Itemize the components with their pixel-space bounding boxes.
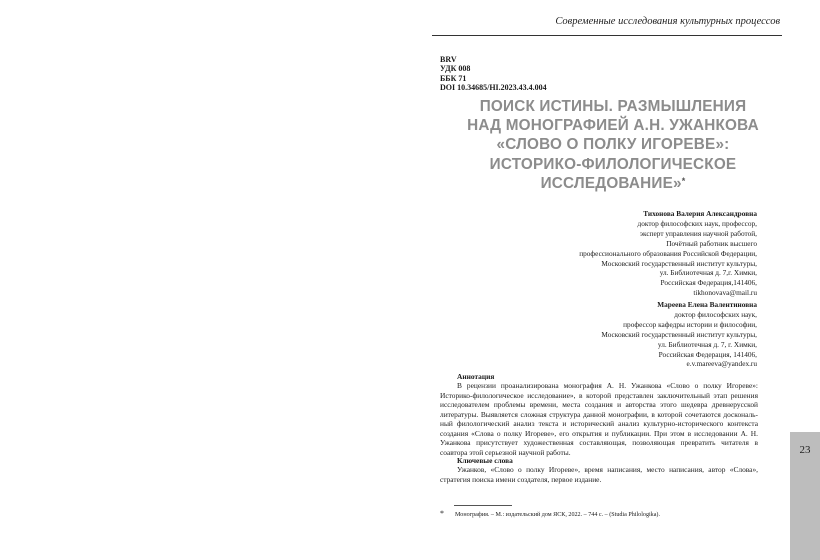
article-metadata bbox=[440, 55, 547, 93]
author-affiliation-line: Российская Федерация,141406, bbox=[660, 278, 757, 288]
keywords-text: Ужанков, «Слово о полку Игореве», время написания, место написания, автор «Слова», стратегия поиска имени создателя, первое издание. bbox=[440, 465, 758, 484]
abstract-heading: Аннотация bbox=[457, 372, 495, 381]
author-block bbox=[417, 300, 757, 369]
author-affiliation-line: Московский государственный институт культуры, bbox=[601, 258, 757, 268]
author-affiliation-line: профессор кафедры истории и философии, bbox=[623, 319, 757, 329]
title-line-last bbox=[440, 174, 786, 193]
article-title bbox=[440, 97, 786, 193]
author-affiliation-line: Российская Федерация, 141406, bbox=[658, 349, 757, 359]
author-affiliation-line: профессионального образования Российской Федерации, bbox=[579, 248, 757, 258]
header-divider bbox=[432, 35, 782, 36]
abstract-text: В рецензии проанализирована монография А. Н. Ужанкова «Слово о полку Игореве»: Историко-филологическое исследование», в которой представлен заключительный этап решения исследователем проблемы времени, места создания и авторства этого шедевра древнерусской литературы. Выявляется сложная структура данной монографии, в которой сочетаются доскональный филологический анализ текста и исторический анализ культурно-исторического контекста создания «Слова о полку Игореве», его открытия и публикации. При этом в исследовании А. Н. Ужанкова присутствует художественная составляющая, позволяющая превратить читателя в соавтора этой серьезной научной работы. bbox=[440, 381, 758, 457]
author-affiliation-line: ул. Библиотечная д. 7,г. Химки, bbox=[659, 268, 757, 278]
bbk-code: ББК 71 bbox=[440, 73, 467, 83]
keywords-heading: Ключевые слова bbox=[457, 456, 513, 465]
author-affiliation-line: доктор философских наук, bbox=[674, 309, 757, 319]
author-block bbox=[417, 209, 757, 298]
title-line: «СЛОВО О ПОЛКУ ИГОРЕВЕ»: bbox=[496, 136, 730, 154]
journal-running-header: Современные исследования культурных процессов bbox=[555, 16, 780, 27]
author-affiliation-line: ул. Библиотечная д. 7, г. Химки, bbox=[657, 339, 757, 349]
author-email: e.v.mareeva@yandex.ru bbox=[686, 359, 757, 369]
footnote-divider bbox=[454, 505, 512, 506]
author-affiliation-line: доктор философских наук, профессор, bbox=[637, 218, 757, 228]
author-name: Мареева Елена Валентиновна bbox=[657, 300, 757, 309]
page-number: 23 bbox=[799, 444, 811, 456]
title-footnote-mark: * bbox=[681, 175, 686, 186]
doi-code: DOI 10.34685/HI.2023.43.4.004 bbox=[440, 83, 547, 93]
author-name: Тихонова Валерия Александровна bbox=[643, 209, 757, 218]
author-affiliation-line: эксперт управления научной работой, bbox=[639, 228, 757, 238]
author-affiliation-line: Почётный работник высшего bbox=[666, 238, 757, 248]
author-affiliation-line: Московский государственный институт культуры, bbox=[601, 329, 757, 339]
footnote-text: Монография. – М.: издательский дом ЯСК, 2022. – 744 с. – (Studia Philologika). bbox=[455, 512, 660, 518]
brv-code: BRV bbox=[440, 55, 457, 64]
title-line: ИСТОРИКО-ФИЛОЛОГИЧЕСКОЕ bbox=[489, 155, 737, 173]
title-line: ПОИСК ИСТИНЫ. РАЗМЫШЛЕНИЯ bbox=[479, 98, 747, 115]
footnote-mark: * bbox=[440, 509, 444, 518]
title-line: ИССЛЕДОВАНИЕ» bbox=[540, 174, 682, 192]
author-email: tikhonovava@mail.ru bbox=[693, 288, 757, 298]
udk-code: УДК 008 bbox=[440, 64, 471, 74]
title-line: НАД МОНОГРАФИЕЙ А.Н. УЖАНКОВА bbox=[467, 117, 759, 135]
